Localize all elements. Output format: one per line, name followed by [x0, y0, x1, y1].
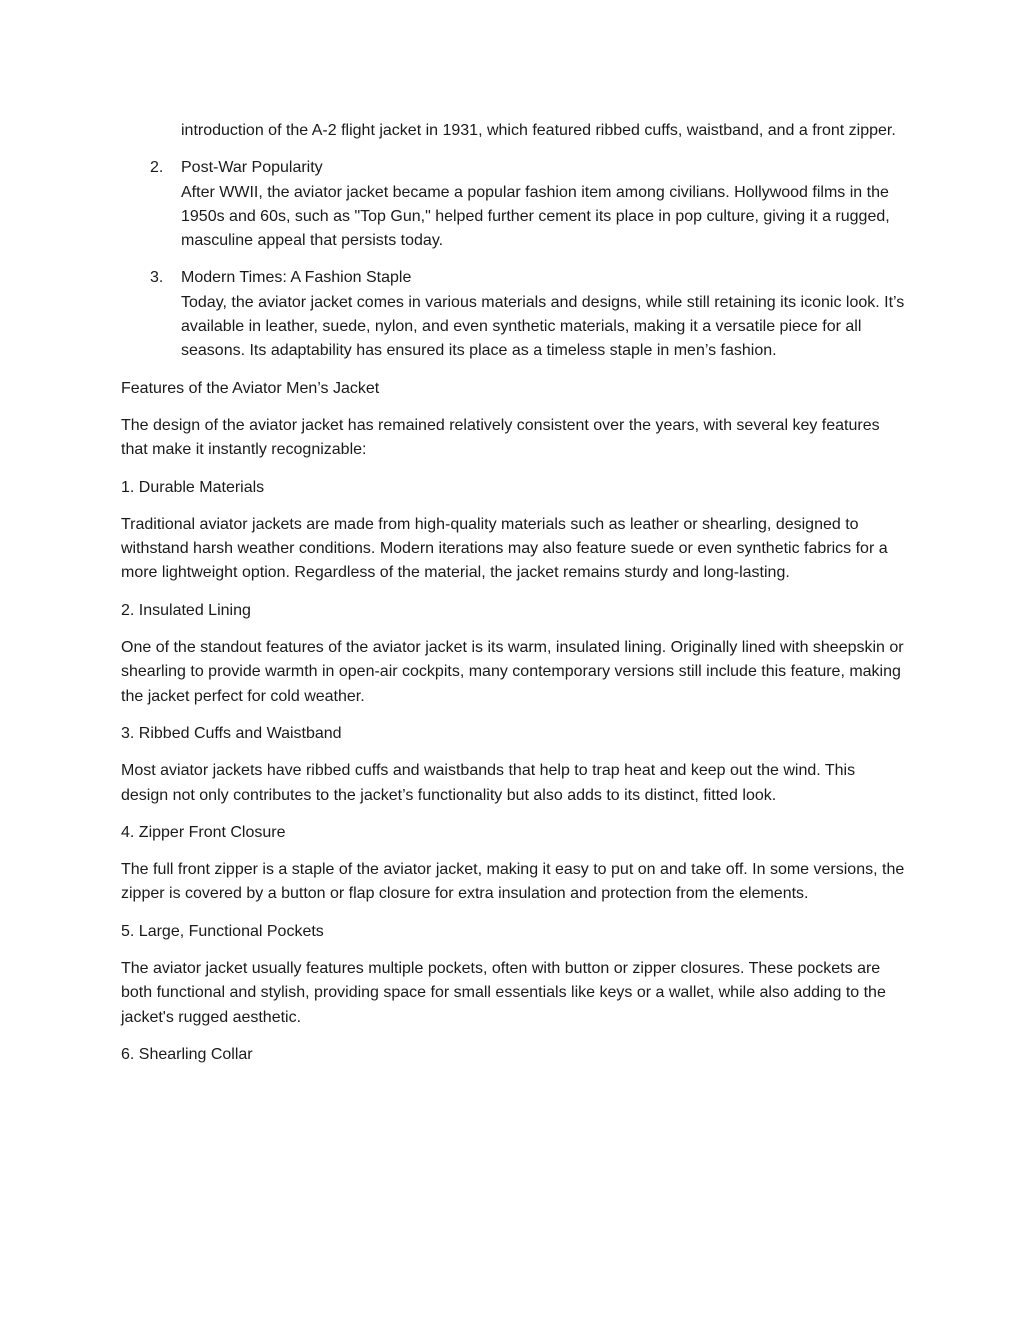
list-item-text: After WWII, the aviator jacket became a popular fashion item among civilians. Hollywood films in the 1950s and 60s, such as "Top Gun," helped further cement its place in pop culture, giving it a rugged, masculine appeal that persists today.: [181, 183, 890, 250]
list-item-title: Post-War Popularity: [181, 159, 323, 177]
feature-text-pockets: The aviator jacket usually features multiple pockets, often with button or zipper closures. These pockets are both functional and stylish, providing space for small essentials like keys or a wallet, while also adding to the jacket's rugged aesthetic.: [121, 960, 886, 1026]
list-number: 2.: [150, 159, 164, 177]
feature-text-ribbed-cuffs: Most aviator jackets have ribbed cuffs and waistbands that help to trap heat and keep out the wind. This design not only contributes to the jacket’s functionality but also adds to its distinct, fitted look.: [121, 762, 856, 804]
list-item-modern-times: [121, 266, 906, 363]
feature-heading-zipper-front: 4. Zipper Front Closure: [121, 823, 286, 841]
list-item-text: Today, the aviator jacket comes in various materials and designs, while still retaining its iconic look. It’s available in leather, suede, nylon, and even synthetic materials, making it a versatile piece for all seasons. Its adaptability has ensured its place as a timeless staple in men’s fashion.: [181, 293, 905, 360]
intro-continuation: introduction of the A-2 flight jacket in 1931, which featured ribbed cuffs, waistband, and a front zipper.: [181, 122, 896, 139]
list-item-post-war: [121, 156, 906, 253]
list-item-title: Modern Times: A Fashion Staple: [181, 269, 412, 287]
feature-heading-ribbed-cuffs: 3. Ribbed Cuffs and Waistband: [121, 724, 342, 742]
feature-heading-durable-materials: 1. Durable Materials: [121, 478, 265, 496]
feature-heading-shearling-collar: 6. Shearling Collar: [121, 1045, 253, 1063]
feature-heading-insulated-lining: 2. Insulated Lining: [121, 601, 251, 619]
feature-heading-pockets: 5. Large, Functional Pockets: [121, 922, 324, 940]
list-number: 3.: [150, 269, 164, 287]
feature-text-zipper-front: The full front zipper is a staple of the aviator jacket, making it easy to put on and take off. In some versions, the zipper is covered by a button or flap closure for extra insulation and protection from the elements.: [121, 861, 905, 903]
feature-text-insulated-lining: One of the standout features of the aviator jacket is its warm, insulated lining. Originally lined with sheepskin or shearling to provide warmth in open-air cockpits, many contemporary versions still include this feature, making the jacket perfect for cold weather.: [121, 639, 904, 705]
features-heading: Features of the Aviator Men’s Jacket: [121, 379, 380, 397]
document-page: [121, 119, 906, 1080]
feature-text-durable-materials: Traditional aviator jackets are made from high-quality materials such as leather or shearling, designed to withstand harsh weather conditions. Modern iterations may also feature suede or even synthetic fabrics for a more lightweight option. Regardless of the material, the jacket remains sturdy and long-lasting.: [121, 515, 888, 582]
features-intro: The design of the aviator jacket has remained relatively consistent over the years, with several key features that make it instantly recognizable:: [121, 416, 880, 459]
